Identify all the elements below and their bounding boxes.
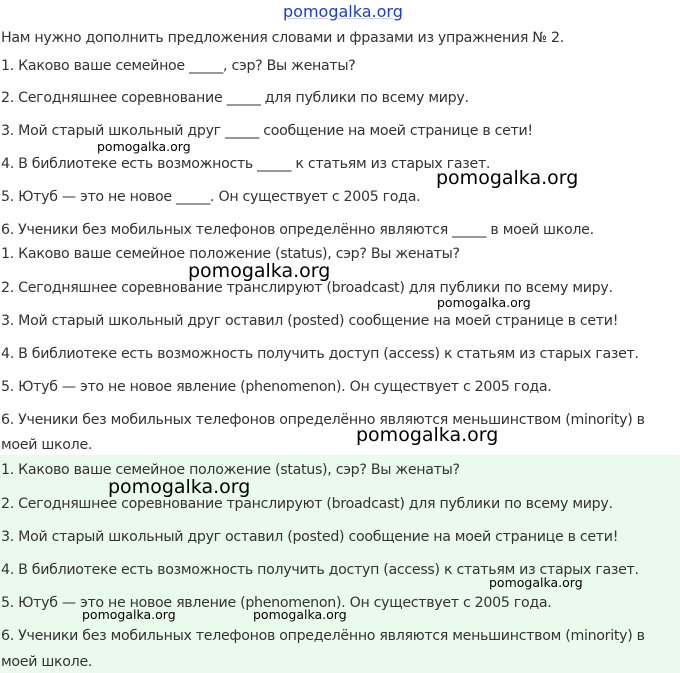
watermark: pomogalka.org xyxy=(82,607,176,622)
answer-line: 2. Сегодняшнее соревнование транслируют (broadcast) для публики по всему миру. xyxy=(1,280,613,296)
highlighted-answer-line: 6. Ученики без мобильных телефонов определённо являются меньшинством (minority) в xyxy=(1,628,645,644)
answer-line: 4. В библиотеке есть возможность получить доступ (access) к статьям из старых газет. xyxy=(1,346,639,362)
watermark: pomogalka.org xyxy=(253,607,347,622)
highlighted-answer-line: моей школе. xyxy=(1,654,93,670)
watermark: pomogalka.org xyxy=(437,295,531,310)
exercise-line: 3. Мой старый школьный друг _____ сообщение на моей странице в сети! xyxy=(1,123,533,139)
highlighted-answer-line: 3. Мой старый школьный друг оставил (posted) сообщение на моей странице в сети! xyxy=(1,529,619,545)
watermark: pomogalka.org xyxy=(188,260,331,282)
watermark: pomogalka.org xyxy=(489,575,583,590)
exercise-line: 4. В библиотеке есть возможность _____ к статьям из старых газет. xyxy=(1,156,491,172)
answer-line: моей школе. xyxy=(1,437,93,453)
watermark: pomogalka.org xyxy=(436,167,579,189)
answer-line: 6. Ученики без мобильных телефонов определённо являются меньшинством (minority) в xyxy=(1,412,645,428)
exercise-line: 5. Ютуб — это не новое _____. Он существует с 2005 года. xyxy=(1,189,421,205)
highlighted-answer-line: 5. Ютуб — это не новое явление (phenomenon). Он существует с 2005 года. xyxy=(1,595,552,611)
watermark: pomogalka.org xyxy=(97,139,191,154)
watermark: pomogalka.org xyxy=(356,424,499,446)
highlighted-answer-line: 4. В библиотеке есть возможность получить доступ (access) к статьям из старых газет. xyxy=(1,562,639,578)
exercise-line: 1. Каково ваше семейное _____, сэр? Вы женаты? xyxy=(1,58,356,74)
exercise-line: 6. Ученики без мобильных телефонов определённо являются _____ в моей школе. xyxy=(1,222,594,238)
watermark-link[interactable]: pomogalka.org xyxy=(283,2,403,21)
highlighted-answer-line: 1. Каково ваше семейное положение (status), сэр? Вы женаты? xyxy=(1,462,460,478)
answer-line: 1. Каково ваше семейное положение (status), сэр? Вы женаты? xyxy=(1,246,460,262)
highlighted-answer-line: 2. Сегодняшнее соревнование транслируют (broadcast) для публики по всему миру. xyxy=(1,496,613,512)
exercise-line: 2. Сегодняшнее соревнование _____ для публики по всему миру. xyxy=(1,90,469,106)
watermark: pomogalka.org xyxy=(108,476,251,498)
intro-text: Нам нужно дополнить предложения словами и фразами из упражнения № 2. xyxy=(1,30,564,46)
answer-line: 5. Ютуб — это не новое явление (phenomenon). Он существует с 2005 года. xyxy=(1,379,552,395)
answer-line: 3. Мой старый школьный друг оставил (posted) сообщение на моей странице в сети! xyxy=(1,313,619,329)
